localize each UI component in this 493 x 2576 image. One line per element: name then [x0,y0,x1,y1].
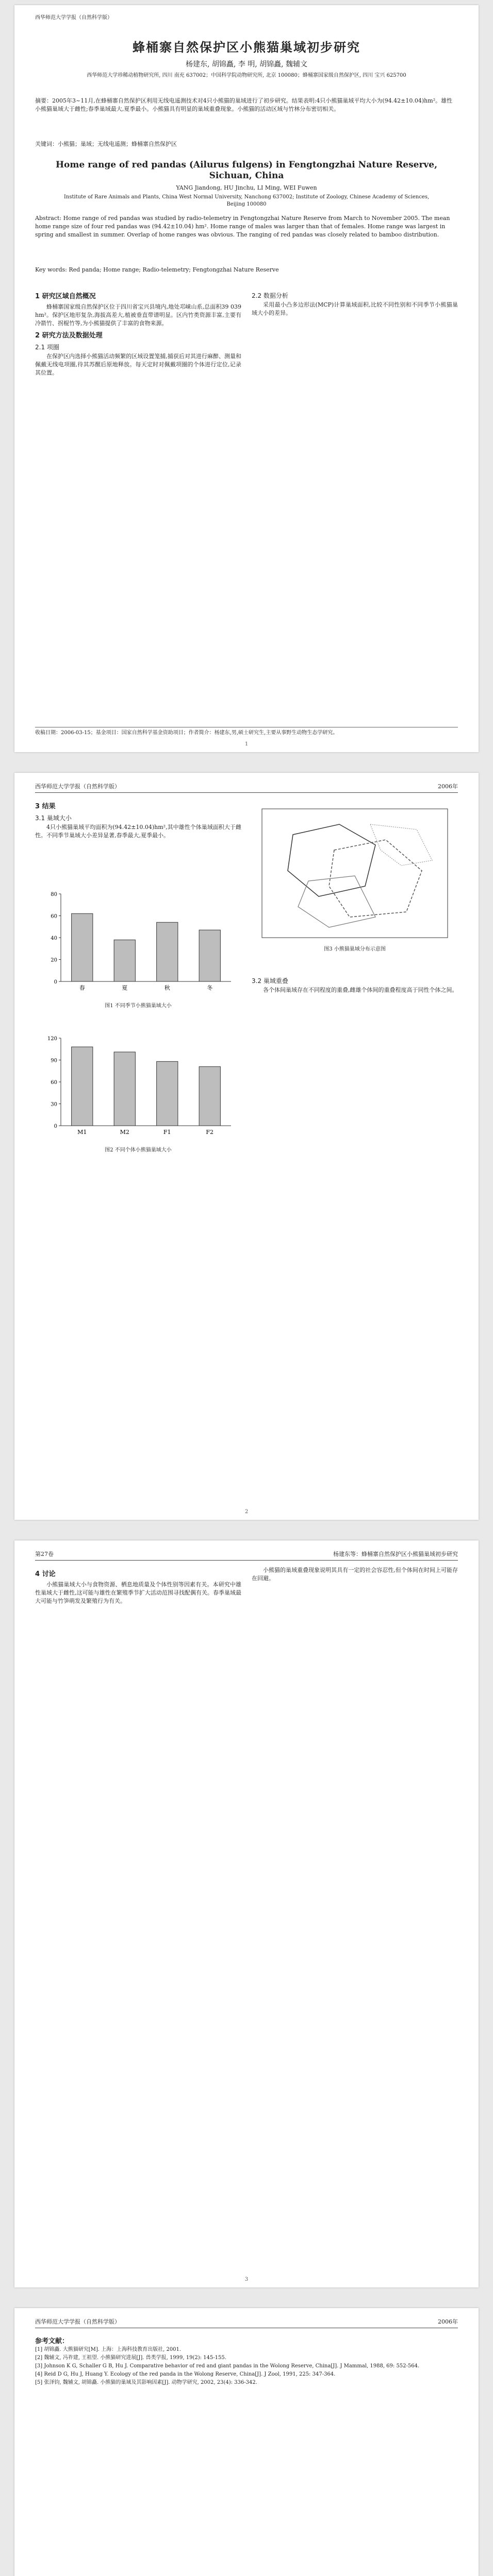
paragraph: 小熊猫巢域大小与食物资源、栖息地质量及个体性别等因素有关。本研究中雄性巢域大于雌性,这可能与雄性在繁殖季节扩大活动范围寻找配偶有关。春季巢域最大可能与竹笋萌发及繁殖行为有关。 [35,1581,241,1604]
paper-title: 蜂桶寨自然保护区小熊猫巢域初步研究 [133,40,360,55]
running-header-right: 2006年 [438,2318,458,2325]
left-column [35,799,241,842]
x-tick-label: 春 [79,985,85,991]
bar [199,1066,220,1126]
home-range-map [252,804,458,943]
x-tick-label: F2 [206,1129,214,1136]
y-tick-label: 80 [51,892,57,897]
y-tick-label: 120 [47,1036,57,1042]
running-header-left: 西华师范大学学报（自然科学版） [35,2318,120,2325]
bar-chart-individuals [35,1030,241,1144]
x-tick-label: 冬 [207,985,213,991]
english-authors: YANG Jiandong, HU Jinchu, LI Ming, WEI Fuwen [176,184,317,191]
running-header [35,1550,458,1561]
subsection-heading: 2.1 项圈 [35,344,59,351]
running-header [35,782,458,793]
y-tick-label: 60 [51,913,57,920]
right-column [252,974,458,996]
paragraph: 各个体间巢域存在不同程度的重叠,雌雄个体间的重叠程度高于同性个体之间。 [263,987,458,993]
subsection-heading: 3.1 巢域大小 [35,815,72,822]
reference-item: [3] Johnson K G, Schaller G B, Hu J. Comparative behavior of red and giant pandas in the Wolong Reserve, China[J]. J Mammal, 1988, 69: 552-564. [35,2363,420,2369]
reference-item: [4] Reid D G, Hu J, Huang Y. Ecology of the red panda in the Wolong Reserve, China[J]. J Zool, 1991, 225: 347-364. [35,2371,336,2377]
running-header-left: 西华师范大学学报（自然科学版） [35,783,120,790]
bar [157,922,178,981]
right-column [252,289,458,319]
paragraph: 蜂桶寨国家级自然保护区位于四川省宝兴县境内,地处邛崃山系,总面积39 039 hm²。保护区地形复杂,海拔高差大,植被垂直带谱明显。区内竹类资源丰富,主要有冷箭竹、拐棍竹等,为小熊猫提供了丰富的食物来源。 [35,303,241,327]
bar [199,930,220,981]
references [35,2334,458,2387]
y-tick-label: 60 [51,1080,57,1086]
y-tick-label: 0 [54,1124,57,1129]
journal-name: 西华师范大学学报（自然科学版） [35,15,112,21]
left-column [35,1566,241,1607]
section-heading: 2 研究方法及数据处理 [35,332,103,340]
reference-item: [2] 魏辅文, 冯祚建, 王祖望. 小熊猫研究进展[J]. 兽类学报, 1999, 19(2): 145-155. [35,2355,226,2361]
figure-2 [35,1030,241,1154]
y-tick-label: 30 [51,1101,57,1108]
paragraph: 在保护区内选择小熊猫活动频繁的区域设置笼捕,捕获后对其进行麻醉、测量和佩戴无线电项圈,待其苏醒后原地释放。每天定时对佩戴项圈的个体进行定位,记录其位置。 [35,353,241,376]
section-heading: 4 讨论 [35,1570,56,1578]
running-header-left: 第27卷 [35,1551,54,1557]
reference-item: [5] 张泽钧, 魏辅文, 胡锦矗. 小熊猫的巢域及其影响因素[J]. 动物学研究, 2002, 23(4): 336-342. [35,2380,257,2385]
x-tick-label: M1 [77,1129,87,1136]
running-header-right: 杨建东等：蜂桶寨自然保护区小熊猫巢域初步研究 [333,1551,458,1557]
paper-page-3 [14,1540,479,2287]
english-title: Home range of red pandas (Ailurus fulgens) in Fengtongzhai Nature Reserve, Sichuan, China [55,160,438,181]
figure-caption: 图2 不同个体小熊猫巢域大小 [105,1147,172,1153]
y-tick-label: 0 [54,979,57,985]
figure-caption: 图1 不同季节小熊猫巢域大小 [105,1003,172,1009]
x-tick-label: 夏 [122,985,128,991]
section-heading: 3 结果 [35,803,56,810]
x-tick-label: F1 [163,1129,171,1136]
page-number: 2 [244,1509,249,1515]
left-column [35,289,241,379]
footnote: 收稿日期：2006-03-15；基金项目：国家自然科学基金资助项目；作者简介：杨建东,男,硕士研究生,主要从事野生动物生态学研究。 [35,727,458,737]
bar [157,1061,178,1126]
figure-1 [35,886,241,1010]
abstract-en: Abstract: Home range of red pandas was studied by radio-telemetry in Fengtongzhai Nature Reserve from March to November 2005. The mean home range size of four red pandas was (94.42±10.04) hm². Home range of males was larger than that of females. Home range was largest in spring and smallest in summer. Overlap of home ranges was obvious. The ranging of red pandas was closely related to bamboo distribution. [35,215,450,238]
reference-item: [1] 胡锦矗. 大熊猫研究[M]. 上海：上海科技教育出版社, 2001. [35,2347,182,2352]
bar [72,913,93,981]
bar [114,1052,135,1126]
english-affiliation: Institute of Rare Animals and Plants, China West Normal University, Nanchong 637002; Institute of Zoology, Chinese Academy of Sciences, Beijing 100080 [63,194,430,207]
x-tick-label: M2 [120,1129,129,1136]
keywords-en: Key words: Red panda; Home range; Radio-telemetry; Fengtongzhai Nature Reserve [35,266,279,273]
running-header [35,2317,458,2328]
bar [114,940,135,981]
paper-page-1 [14,5,479,752]
bar [72,1047,93,1126]
bar-chart-seasons [35,886,241,999]
affiliation: 西华师范大学珍稀动植物研究所, 四川 南充 637002；中国科学院动物研究所, 北京 100080；蜂桶寨国家级自然保护区, 四川 宝兴 625700 [87,73,406,78]
right-column [252,1566,458,1585]
x-tick-label: 秋 [164,985,170,991]
paper-page-4 [14,2308,479,2576]
y-tick-label: 90 [51,1058,57,1064]
keywords-cn: 关键词：小熊猫；巢域；无线电遥测；蜂桶寨自然保护区 [35,141,177,147]
figure-3 [252,804,458,958]
section-heading: 1 研究区域自然概况 [35,293,96,300]
y-tick-label: 40 [51,936,57,941]
paragraph: 小熊猫的巢域重叠现象说明其具有一定的社会容忍性,但个体间在时间上可能存在回避。 [252,1567,458,1582]
figure-caption: 图3 小熊猫巢域分布示意图 [324,946,386,952]
paragraph: 4只小熊猫巢域平均面积为(94.42±10.04)hm²,其中雄性个体巢域面积大于雌性。不同季节巢域大小差异显著,春季最大,夏季最小。 [35,824,241,839]
page-number: 1 [244,741,249,747]
y-tick-label: 20 [51,957,57,963]
subsection-heading: 3.2 巢域重叠 [252,977,288,985]
subsection-heading: 2.2 数据分析 [252,292,288,299]
paragraph: 采用最小凸多边形法(MCP)计算巢域面积,比较不同性别和不同季节小熊猫巢域大小的差异。 [252,301,458,316]
page-number: 3 [244,2277,249,2282]
abstract-cn: 摘要：2005年3~11月,在蜂桶寨自然保护区利用无线电遥测技术对4只小熊猫的巢域进行了初步研究。结果表明:4只小熊猫巢域平均大小为(94.42±10.04)hm²。雄性小熊猫巢域大于雌性;春季巢域最大,夏季最小。小熊猫具有明显的巢域重叠现象。小熊猫的活动区域与竹林分布密切相关。 [35,97,453,112]
references-heading: 参考文献： [35,2337,69,2345]
running-header-right: 2006年 [438,783,458,790]
author-list: 杨建东, 胡锦矗, 李 明, 胡锦矗, 魏辅文 [185,60,308,69]
paper-page-2 [14,773,479,1520]
